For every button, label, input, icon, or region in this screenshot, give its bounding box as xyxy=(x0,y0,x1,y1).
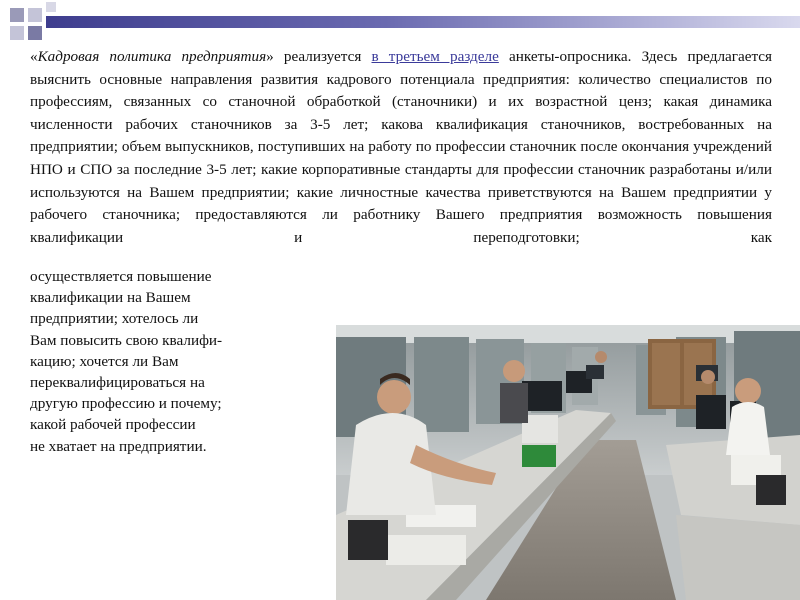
header-square xyxy=(46,2,56,12)
header-square xyxy=(28,8,42,22)
column-line: предприятии; хотелось ли xyxy=(30,310,199,328)
header-square xyxy=(10,26,24,40)
column-line: не хватает на предприятии. xyxy=(30,437,207,455)
office-photo xyxy=(336,325,800,600)
text-column xyxy=(30,266,330,457)
paragraph-text: анкеты-опросника. Здесь предлагается выяснить основные направления развития кадрового потенциала предприятия: количество специалистов по профессиям, связанных со станочной обработкой (станочники) и их возрастной ценз; какая динамика численности рабочих станочников за 3-5 лет; какова квалификация станочников, востребованных на предприятии; объем выпускников, поступивших на работу по профессии станочник после окончания учреждений НПО и СПО за последние 3-5 лет; какие корпоративные стандарты для профессии станочник разработаны и/или используются на Вашем предприятии; какие личностные качества приветствуются на Вашем предприятии у рабочего станочника; предоставляются ли работнику Вашего предприятия возможность повышения квалификации и переподготовки; как xyxy=(30,48,773,246)
header-bar xyxy=(46,16,800,28)
column-line: квалификации на Вашем xyxy=(30,289,191,307)
main-paragraph xyxy=(30,46,772,249)
column-line: другую профессию и почему; xyxy=(30,395,222,413)
section-link[interactable]: в третьем разделе xyxy=(371,48,499,65)
section-title: Кадровая политика предприятия xyxy=(37,48,267,65)
header-square xyxy=(28,26,42,40)
quote-open: « xyxy=(30,48,38,65)
office-photo-illustration xyxy=(336,325,800,600)
quote-close: » xyxy=(266,48,274,65)
column-line: какой рабочей профессии xyxy=(30,416,196,434)
column-line: переквалифицироваться на xyxy=(30,374,205,392)
paragraph-text: реализуется xyxy=(273,48,372,65)
column-line: кацию; хочется ли Вам xyxy=(30,352,179,370)
column-line: осуществляется повышение xyxy=(30,268,212,285)
column-line: Вам повысить свою квалифи- xyxy=(30,331,223,349)
header-square xyxy=(10,8,24,22)
